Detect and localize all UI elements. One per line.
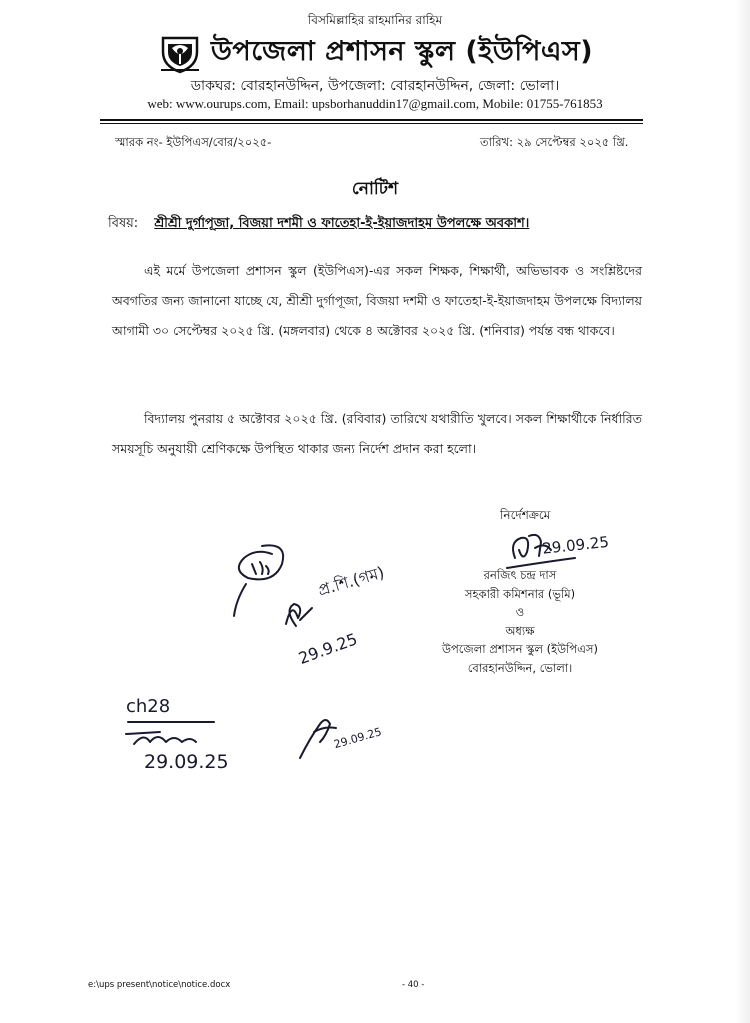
initial-signature-4 [296,702,396,766]
principal-signature-date-text: 29.09.25 [541,532,610,558]
header-divider-thick [100,119,643,121]
footer-file-path: e:\ups present\notice\notice.docx [88,980,231,990]
page-edge-shadow [734,0,750,1023]
memo-number: স্মারক নং- ইউপিএস/বোর/২০২৫- [115,135,272,149]
header-divider-thin [100,123,643,124]
footer-page-number: - 40 - [402,980,425,990]
principal-signature-date [538,528,628,558]
handwritten-note-date-text: 29.9.25 [295,629,360,669]
signatory-block [420,566,620,677]
initial-signature-3-text: ch28 [126,696,171,717]
handwritten-note-text: প্র.শি.(গম) [315,562,387,600]
small-handwritten-date: 29.09.25 [332,725,384,752]
left-handwritten-date [140,744,280,778]
signatory-role: অধ্যক্ষ [505,623,535,638]
letterhead [0,30,750,76]
notice-date: তারিখ: ২৯ সেপ্টেম্বর ২০২৫ খ্রি. [480,135,629,149]
notice-subject [108,214,529,235]
subject-text: শ্রীশ্রী দুর্গাপূজা, বিজয়া দশমী ও ফাতেহা-ই-ইয়াজদাহম উপলক্ষে অবকাশ। [154,216,530,231]
left-handwritten-date-text: 29.09.25 [144,751,229,773]
signatory-school: উপজেলা প্রশাসন স্কুল (ইউপিএস) [442,642,598,656]
signatory-conjunction: ও [515,605,525,619]
school-logo-icon [157,30,203,76]
bismillah-line: বিসমিল্লাহির রাহমানির রাহিম [307,13,443,27]
handwritten-note-date [288,612,398,669]
notice-title: নোটিশ [351,179,399,199]
notice-paragraph-1: এই মর্মে উপজেলা প্রশাসন স্কুল (ইউপিএস)-এর সকল শিক্ষক, শিক্ষার্থী, অভিভাবক ও সংশ্লিষ্টদের অবগতির জন্য জানানো যাচ্ছে যে, শ্রীশ্রী দুর্গাপূজা, বিজয়া দশমী ও ফাতেহা-ই-ইয়াজদাহম উপলক্ষে বিদ্যালয় আগামী ৩০ সেপ্টেম্বর ২০২৫ খ্রি. (মঙ্গলবার) থেকে ৪ অক্টোবর ২০২৫ খ্রি. (শনিবার) পর্যন্ত বন্ধ থাকবে। [112,263,642,338]
directive-label: নির্দেশক্রমে [500,508,551,522]
school-address: ডাকঘর: বোরহানউদ্দিন, উপজেলা: বোরহানউদ্দিন, জেলা: ভোলা। [190,78,560,94]
signatory-name: রনজিৎ চন্দ্র দাস [483,568,557,582]
signatory-location: বোরহানউদ্দিন, ভোলা। [467,660,573,675]
school-contact: web: www.ourups.com, Email: upsborhanuddin17@gmail.com, Mobile: 01755-761853 [147,96,603,111]
school-name: উপজেলা প্রশাসন স্কুল (ইউপিএস) [210,35,594,67]
handwritten-note [310,556,410,600]
signatory-designation: সহকারী কমিশনার (ভূমি) [464,586,576,601]
subject-label: বিষয়: [108,216,139,231]
notice-paragraph-2: বিদ্যালয় পুনরায় ৫ অক্টোবর ২০২৫ খ্রি. (রবিবার) তারিখে যথারীতি খুলবে। সকল শিক্ষার্থীকে নির্ধারিত সময়সূচি অনুযায়ী শ্রেণিকক্ষে উপস্থিত থাকার জন্য নির্দেশ প্রদান করা হলো। [112,411,642,456]
